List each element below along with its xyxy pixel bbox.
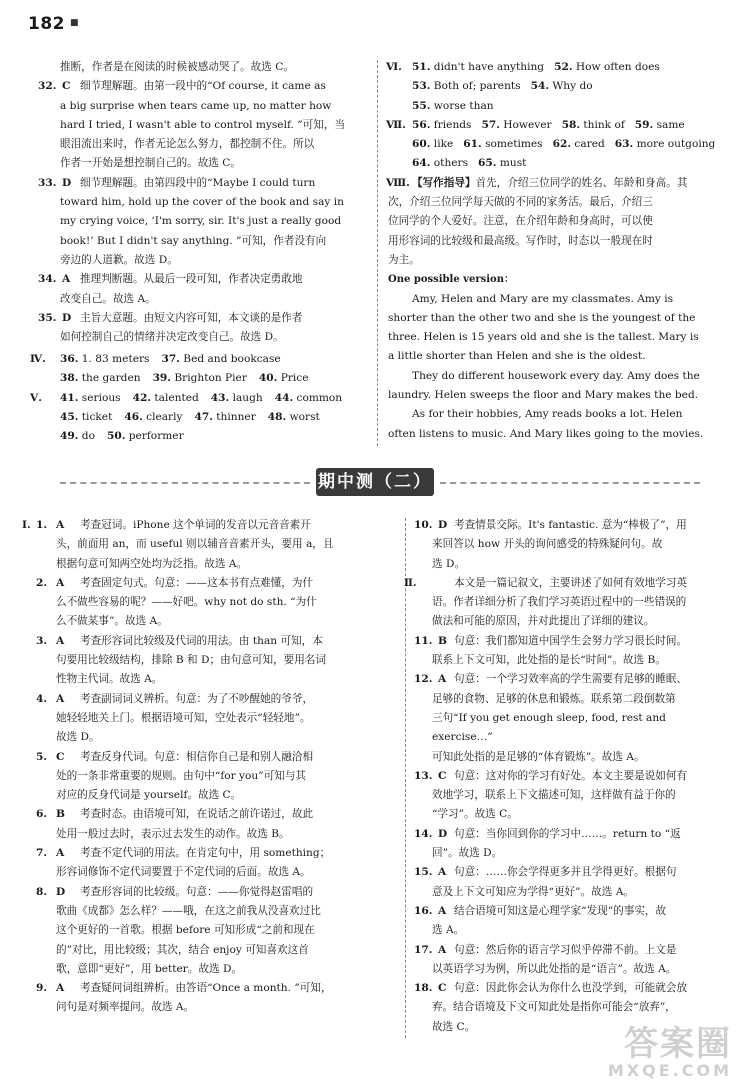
question-number: 55. — [412, 99, 431, 112]
explanation-line: 细节理解题。由第一段中的“Of course, it came as — [80, 80, 326, 93]
answer-item — [30, 77, 370, 173]
answer-letter: A — [438, 943, 447, 956]
explanation-line: 处的一条非常重要的规则。由句中“for you”可知与其 — [56, 769, 307, 782]
answer-letter: A — [56, 576, 65, 589]
question-number: 48. — [267, 410, 287, 423]
question-number: 9. — [36, 982, 48, 995]
answer-text: laugh — [229, 391, 263, 404]
question-number: 42. — [132, 391, 152, 404]
answer-letter: A — [56, 692, 65, 705]
page-mark: ■ — [70, 18, 79, 28]
essay-line: three. Helen is 15 years old and she is the tallest. Mary is — [388, 331, 699, 344]
explanation-line: 形容词修饰不定代词要置于不定代词的后面。故选 A。 — [56, 866, 311, 879]
question-number: 64. — [412, 157, 431, 170]
answer-letter: A — [56, 519, 65, 531]
answer-text: friends — [430, 118, 472, 131]
section-label: Ⅷ. — [386, 176, 410, 189]
answer-row — [30, 350, 370, 369]
answer-letter: A — [438, 673, 447, 686]
guide-line: 次，介绍三位同学每天做的不同的家务活。最后，介绍三 — [388, 196, 653, 209]
question-number: 58. — [561, 118, 581, 131]
question-number: 17. — [414, 943, 433, 956]
essay-line: They do different housework every day. Amy does the — [412, 369, 700, 382]
answer-letter: B — [438, 634, 447, 647]
explanation-line: a big surprise when tears came up, no matter how — [60, 99, 332, 112]
answer-letter: A — [438, 866, 447, 879]
explanation-line: 效地学习，联系上下文描述可知，这样做有益于你的 — [432, 789, 676, 802]
answer-item — [22, 844, 398, 883]
answer-letter: C — [56, 750, 65, 763]
question-number: 63. — [614, 138, 634, 151]
explanation-line: 故选 D。 — [56, 731, 100, 744]
question-number: 18. — [414, 982, 433, 995]
explanation-line: 结合语境可知这是心理学家“发现”的事实，故 — [454, 904, 667, 917]
question-number: 7. — [36, 847, 48, 860]
passage-intro — [404, 574, 720, 632]
answer-letter: A — [56, 982, 65, 995]
answer-text: others — [430, 157, 469, 170]
explanation-line: 句意：然后你的语言学习似乎停滞不前。上文是 — [454, 943, 677, 956]
explanation-line: 如何控制自己的情绪并决定改变自己。故选 D。 — [60, 331, 284, 344]
question-number: 54. — [530, 80, 550, 93]
explanation-line: 弃。结合语境及下文可知此处是指你可能会“放弃”， — [432, 1001, 676, 1014]
question-number: 33. — [38, 176, 57, 189]
explanation-line: 故选 C。 — [432, 1020, 476, 1033]
explanation-line: 考查反身代词。句意：相信你自己是和别人融洽相 — [80, 750, 314, 763]
explanation-line: 选 D。 — [432, 557, 466, 570]
answer-item — [414, 941, 720, 980]
column-divider-top — [377, 60, 378, 446]
answer-text: think of — [580, 118, 625, 131]
explanation-line: 句意：因此你会认为你什么也没学到，可能就会放 — [454, 982, 688, 995]
question-number: 65. — [478, 157, 497, 170]
answer-row — [386, 77, 711, 96]
answer-letter: D — [62, 311, 72, 324]
answer-item — [414, 632, 720, 671]
explanation-line: 来回答以 how 开头的询问感受的特殊疑问句。故 — [432, 538, 663, 551]
explanation-line: 选 A。 — [432, 924, 465, 937]
explanation-line: 问句是对频率提问。故选 A。 — [56, 1001, 195, 1014]
explanation-line: 根据句意可知两空处均为泛指。故选 A。 — [56, 557, 248, 570]
explanation-line: 改变自己。故选 A。 — [60, 292, 156, 305]
explanation-line: 么不做些容易的呢？——好吧。why not do sth. “为什 — [56, 596, 317, 609]
question-number: 5. — [36, 750, 48, 763]
question-number: 34. — [38, 273, 57, 286]
answer-item — [414, 902, 720, 941]
explanation-line: 她轻轻地关上门。根据语境可知，空处表示“轻轻地”。 — [56, 711, 311, 724]
answer-text: didn't have anything — [430, 61, 545, 73]
intro-line: 语。作者详细分析了我们学习英语过程中的一些错误的 — [432, 596, 687, 609]
answer-text: clearly — [142, 410, 183, 423]
essay-line: laundry. Helen sweeps the floor and Mary makes the bed. — [388, 389, 699, 402]
explanation-line: 考查形容词的比较级。句意：——你觉得赵雷唱的 — [80, 885, 314, 898]
question-number: 6. — [36, 808, 48, 821]
question-number: 36. — [60, 353, 79, 365]
question-number: 4. — [36, 692, 48, 705]
answer-item — [22, 979, 398, 1018]
explanation-line: 考查疑问词组辨析。由答语“Once a month. ”可知， — [80, 982, 332, 995]
question-number: 16. — [414, 904, 433, 917]
answer-text: the garden — [78, 372, 141, 385]
answer-item — [22, 883, 398, 979]
answer-text: Both of; parents — [430, 80, 521, 93]
answer-row — [386, 135, 716, 154]
question-number: 12. — [414, 673, 433, 686]
essay-line: often listens to music. And Mary likes going to the movies. — [388, 427, 704, 440]
explanation-line: 处用一般过去时，表示过去发生的动作。故选 B。 — [56, 827, 290, 840]
question-number: 47. — [194, 410, 213, 423]
answer-text: cared — [571, 138, 605, 151]
question-number: 49. — [60, 430, 79, 443]
answer-text: thinner — [212, 410, 256, 423]
explanation-line: 考查冠词。iPhone 这个单词的发音以元音音素开 — [80, 519, 311, 531]
explanation-line: 句要用比较级结构，排除 B 和 D；由句意可知，要用名词 — [56, 654, 327, 667]
question-number: 15. — [414, 866, 433, 879]
intro-line: 本文是一篇记叙文，主要讲述了如何有效地学习英 — [454, 576, 688, 589]
answer-item — [414, 825, 720, 864]
explanation-line: 意及上下文可知应为学得“更好”。故选 A。 — [432, 885, 634, 898]
question-number: 43. — [210, 391, 230, 404]
question-number: 46. — [124, 410, 143, 423]
explanation-line: 旁边的人道歉。故选 D。 — [60, 253, 178, 266]
answer-text: same — [653, 118, 685, 131]
bottom-left-column — [22, 516, 398, 1018]
answer-text: Brighton Pier — [171, 372, 247, 385]
explanation-line: 眼泪流出来时，作者无论怎么努力，都控制不住。所以 — [60, 138, 315, 151]
explanation-line: 句意：这对你的学习有好处。本文主要是说如何有 — [454, 769, 688, 782]
question-number: 40. — [258, 372, 278, 385]
answer-text: must — [496, 157, 527, 170]
explanation-line: my crying voice, ‘I'm sorry, sir. It's just a really good — [60, 215, 342, 228]
answer-text: more outgoing — [633, 138, 716, 151]
answer-row — [30, 427, 370, 446]
writing-guide — [386, 174, 711, 270]
question-number: 11. — [414, 634, 433, 647]
explanation-line: 句意：我们都知道中国学生会努力学习很长时间。 — [454, 634, 688, 647]
answer-row — [386, 58, 711, 77]
answer-letter: A — [56, 847, 65, 860]
explanation-line: 作者一开始是想控制自己的。故选 C。 — [60, 157, 241, 170]
essay-line: a little shorter than Helen and she is the oldest. — [388, 350, 646, 363]
explanation-line: 歌曲《成都》怎么样？——哦，在这之前我从没喜欢过比 — [56, 904, 321, 917]
question-number: 41. — [60, 391, 79, 404]
answer-text: 1. 83 meters — [78, 353, 150, 365]
explanation-line: 句意：当你回到你的学习中……。return to “返 — [454, 827, 681, 840]
essay-line: As for their hobbies, Amy reads books a lot. Helen — [412, 408, 683, 421]
answer-row — [386, 154, 711, 173]
answer-letter: D — [56, 885, 66, 898]
answer-item — [30, 309, 370, 348]
top-right-column — [386, 58, 716, 444]
answer-letter: C — [438, 982, 447, 995]
guide-line: 用形容词的比较级和最高级。写作时，时态以一般现在时 — [388, 234, 653, 247]
guide-title: 【写作指导】 — [412, 176, 476, 189]
answer-text: like — [430, 138, 454, 151]
explanation-line: 考查固定句式。句意：——这本书有点难懂，为什 — [80, 576, 314, 589]
answer-text: common — [293, 391, 343, 404]
question-number: 59. — [634, 118, 654, 131]
explanation-line: toward him, hold up the cover of the book and say in — [60, 196, 344, 209]
answer-item — [30, 270, 370, 309]
essay-line: Amy, Helen and Mary are my classmates. Amy is — [412, 292, 674, 305]
question-number: 44. — [274, 391, 294, 404]
answer-item — [22, 516, 398, 574]
answer-letter: C — [438, 769, 447, 782]
answer-text: serious — [78, 391, 121, 404]
answer-letter: A — [438, 904, 447, 917]
question-number: 38. — [60, 372, 79, 385]
question-number: 62. — [552, 138, 572, 151]
answer-text: talented — [151, 391, 199, 404]
answer-text: do — [78, 430, 95, 443]
question-number: 52. — [554, 61, 573, 73]
answer-item — [414, 670, 720, 766]
question-number: 50. — [106, 430, 126, 443]
question-number: 35. — [38, 311, 57, 324]
explanation-line: 推理判断题。从最后一段可知，作者决定勇敢地 — [80, 273, 303, 286]
answer-text: sometimes — [481, 138, 543, 151]
explanation-line: 推断，作者是在阅读的时候被感动哭了。故选 C。 — [60, 61, 294, 73]
question-number: 10. — [414, 519, 433, 531]
explanation-line: 对应的反身代词是 yourself。故选 C。 — [56, 789, 242, 802]
answer-text: Bed and bookcase — [179, 353, 281, 365]
answer-item — [414, 767, 720, 825]
column-divider-bottom — [405, 518, 406, 1038]
answer-item — [22, 574, 398, 632]
explanation-line: 考查不定代词的用法。在肯定句中，用 something； — [80, 847, 331, 860]
answer-letter: A — [62, 273, 71, 286]
explanation-line: 的”对比，用比较级；其次，结合 enjoy 可知喜欢这首 — [56, 943, 309, 956]
answer-item — [22, 805, 398, 844]
essay-line: shorter than the other two and she is the youngest of the — [388, 311, 696, 324]
question-number: 3. — [36, 634, 48, 647]
section-label: Ⅶ. — [386, 118, 406, 131]
answer-text: ticket — [78, 410, 113, 423]
question-number: 60. — [412, 138, 431, 151]
section-label: Ⅰ. — [22, 519, 31, 531]
answer-row — [30, 369, 370, 388]
answer-item — [22, 748, 398, 806]
explanation-line: 考查副词词义辨析。句意：为了不吵醒她的爷爷， — [80, 692, 314, 705]
explanation-line: 主旨大意题。由短文内容可知，本文谈的是作者 — [80, 311, 303, 324]
page-number: 182 — [28, 14, 65, 34]
explanation-line: 细节理解题。由第四段中的“Maybe I could turn — [80, 176, 316, 189]
explanation-line: 考查形容词比较级及代词的用法。由 than 可知，本 — [80, 634, 323, 647]
question-number: 2. — [36, 576, 48, 589]
answer-item — [414, 516, 720, 574]
question-number: 13. — [414, 769, 433, 782]
question-number: 39. — [152, 372, 171, 385]
explanation-line: “学习”。故选 C。 — [432, 808, 518, 821]
version-title: One possible version： — [388, 274, 514, 286]
watermark-logo: 答案圈 MXQE.COM — [607, 1024, 732, 1080]
bottom-right-column — [404, 516, 720, 1037]
explanation-line: 这个更好的一首歌。根据 before 可知形成“之前和现在 — [56, 924, 315, 937]
explanation-line: book!’ But I didn't say anything. ”可知，作者没有向 — [60, 234, 327, 247]
question-number: 14. — [414, 827, 433, 840]
banner-rule-right — [440, 482, 700, 484]
explanation-line: 头，前面用 an，而 useful 则以辅音音素开头，要用 a，且 — [56, 538, 334, 551]
answer-text: worse than — [430, 99, 494, 112]
question-number: 61. — [463, 138, 482, 151]
answer-row — [386, 97, 711, 116]
section-label: Ⅳ. — [30, 353, 46, 365]
section-banner: 期中测（二） — [316, 468, 434, 496]
answer-text: performer — [125, 430, 184, 443]
question-number: 56. — [412, 118, 431, 131]
answer-row — [30, 408, 370, 427]
question-number: 45. — [60, 410, 79, 423]
question-number: 53. — [412, 80, 431, 93]
explanation-line: 句意：……你会学得更多并且学得更好。根据句 — [454, 866, 677, 879]
explanation-line: 三句“If you get enough sleep, food, rest and exercise…” — [432, 711, 666, 744]
answer-text: Price — [277, 372, 309, 385]
explanation-line: hard I tried, I wasn't able to control myself. ”可知，当 — [60, 118, 346, 131]
answer-row — [30, 389, 370, 408]
section-label: Ⅵ. — [386, 61, 402, 73]
explanation-line: 性物主代词。故选 A。 — [56, 673, 163, 686]
answer-letter: A — [56, 634, 65, 647]
answer-text: Why do — [549, 80, 593, 93]
explanation-line: 可知此处指的是足够的“体育锻炼”。故选 A。 — [432, 750, 645, 763]
guide-line: 【写作指导】首先，介绍三位同学的姓名、年龄和身高。其 — [412, 176, 688, 189]
top-left-sections — [30, 350, 370, 446]
explanation-line: 联系上下文可知，此处指的是长“时间”。故选 B。 — [432, 654, 666, 667]
answer-text: worst — [286, 410, 320, 423]
intro-line: 做法和可能的原因，并对此提出了详细的建议。 — [432, 615, 655, 628]
explanation-line: 足够的食物、足够的休息和锻炼。联系第二段倒数第 — [432, 692, 676, 705]
answer-text: However — [499, 118, 552, 131]
guide-line: 为主。 — [388, 253, 420, 266]
answer-letter: D — [438, 519, 448, 531]
question-number: 32. — [38, 80, 57, 93]
answer-letter: D — [438, 827, 448, 840]
explanation-line: 考查情景交际。It's fantastic. 意为“棒极了”，用 — [454, 519, 687, 531]
answer-letter: B — [56, 808, 65, 821]
explanation-line: 考查时态。由语境可知，在说话之前许诺过，故此 — [80, 808, 314, 821]
top-left-column — [30, 58, 370, 347]
answer-letter: C — [62, 80, 71, 93]
explanation-line: 回”。故选 D。 — [432, 847, 503, 860]
answer-row — [386, 116, 711, 135]
question-number: 37. — [161, 353, 180, 365]
answer-item — [30, 174, 370, 270]
answer-item — [414, 863, 720, 902]
answer-item — [22, 632, 398, 690]
section-label: Ⅱ. — [404, 576, 417, 589]
explanation-line: 句意：一个学习效率高的学生需要有足够的睡眠、 — [454, 673, 688, 686]
explanation-line: 以英语学习为例，所以此处指的是“语言”。故选 A。 — [432, 962, 677, 975]
answer-text: How often does — [572, 61, 660, 73]
explanation-line: 歌，意即“更好”，用 better。故选 D。 — [56, 962, 243, 975]
question-number: 1. — [36, 519, 48, 531]
guide-line: 位同学的个人爱好。注意，在介绍年龄和身高时，可以使 — [388, 215, 653, 228]
answer-letter: D — [62, 176, 72, 189]
question-number: 8. — [36, 885, 48, 898]
explanation-line: 么不做某事”。故选 A。 — [56, 615, 168, 628]
section-label: Ⅴ. — [30, 391, 42, 404]
question-number: 51. — [412, 61, 431, 73]
answer-item — [22, 690, 398, 748]
question-number: 57. — [481, 118, 500, 131]
banner-rule-left — [60, 482, 310, 484]
